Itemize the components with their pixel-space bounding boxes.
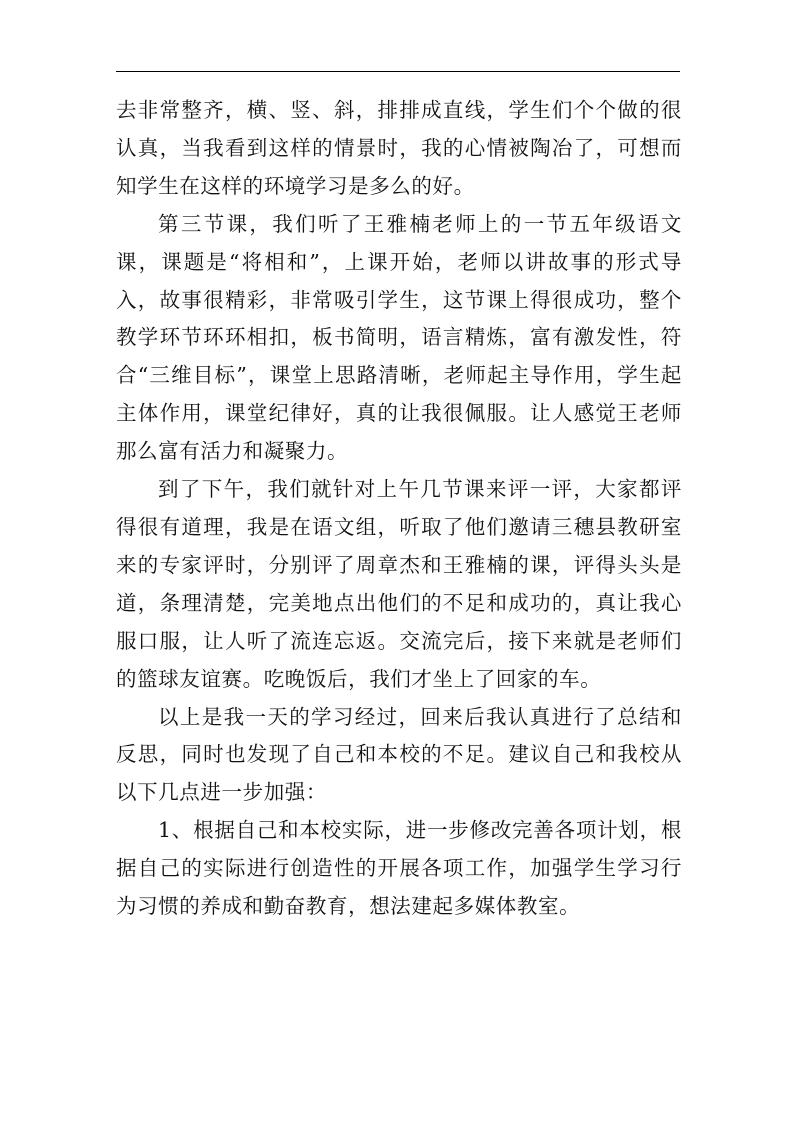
paragraph-5: 1、根据自己和本校实际，进一步修改完善各项计划，根据自己的实际进行创造性的开展各项工作，加强学生学习行为习惯的养成和勤奋教育，想法建起多媒体教室。 xyxy=(116,818,682,919)
header-rule xyxy=(116,71,680,72)
paragraph-3: 到了下午，我们就针对上午几节课来评一评，大家都评得很有道理，我是在语文组，听取了他们邀请三穗县教研室来的专家评时，分别评了周章杰和王雅楠的课，评得头头是道，条理清楚，完美地点出他们的不足和成功的，真让我心服口服，让人听了流连忘返。交流完后，接下来就是老师们的篮球友谊赛。吃晚饭后，我们才坐上了回家的车。 xyxy=(116,477,682,691)
paragraph-1: 去非常整齐，横、竖、斜，排排成直线，学生们个个做的很认真，当我看到这样的情景时，我的心情被陶冶了，可想而知学生在这样的环境学习是多么的好。 xyxy=(116,98,682,198)
document-body xyxy=(116,92,682,926)
paragraph-2: 第三节课，我们听了王雅楠老师上的一节五年级语文课，课题是“将相和”，上课开始，老师以讲故事的形式导入，故事很精彩，非常吸引学生，这节课上得很成功，整个教学环节环环相扣，板书简明，语言精炼，富有激发性，符合“三维目标”，课堂上思路清晰，老师起主导作用，学生起主体作用，课堂纪律好，真的让我很佩服。让人感觉王老师那么富有活力和凝聚力。 xyxy=(116,211,682,464)
paragraph-4: 以上是我一天的学习经过，回来后我认真进行了总结和反思，同时也发现了自己和本校的不足。建议自己和我校从以下几点进一步加强： xyxy=(116,704,682,805)
